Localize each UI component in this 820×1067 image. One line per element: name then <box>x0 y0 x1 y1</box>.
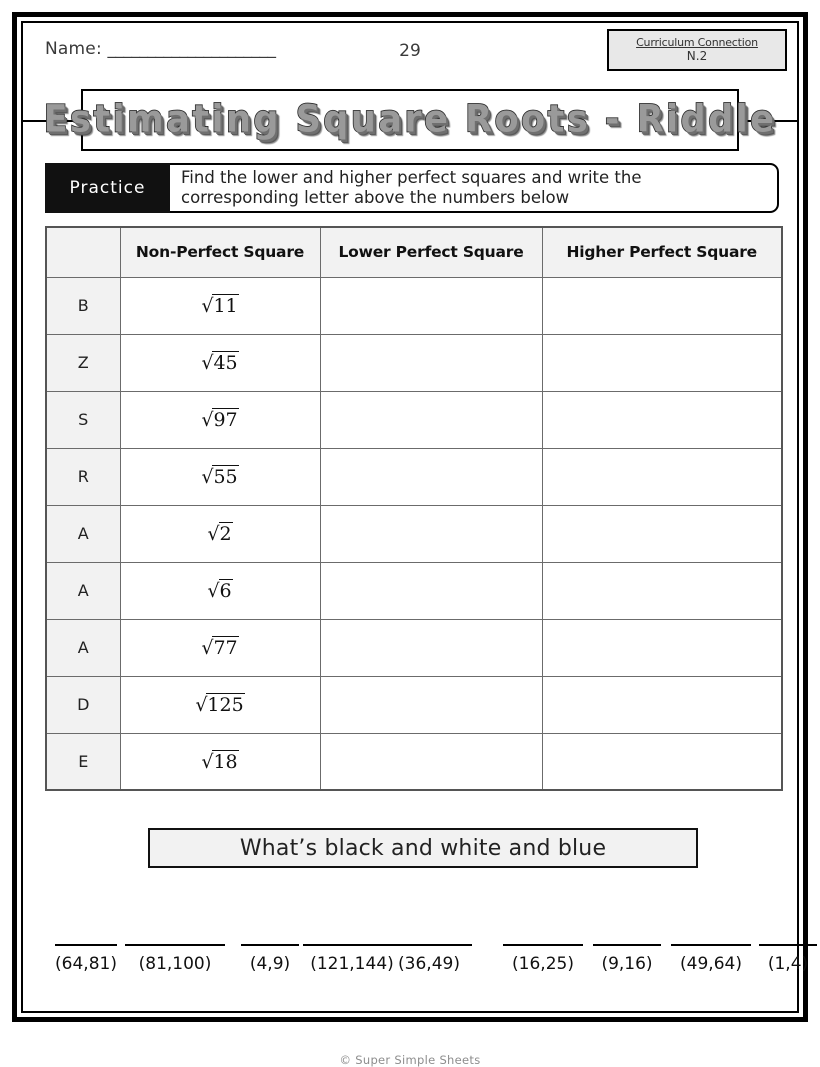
table-row <box>46 505 782 562</box>
higher-perfect-square-answer-cell[interactable] <box>542 448 782 505</box>
answer-pair-label: (121,144) <box>310 954 394 974</box>
answer-slot <box>125 918 225 974</box>
answer-pair-label: (9,16) <box>601 954 653 974</box>
radicand: 11 <box>213 295 238 317</box>
radicand: 97 <box>213 409 238 431</box>
row-letter-cell: B <box>46 277 120 334</box>
answer-pair-label: (1,4) <box>767 954 809 974</box>
riddle-prompt-text: What’s black and white and blue <box>239 835 607 861</box>
answer-blank-line[interactable] <box>386 918 472 946</box>
higher-perfect-square-answer-cell[interactable] <box>542 733 782 790</box>
non-perfect-square-cell: √55 <box>120 448 320 505</box>
lower-perfect-square-answer-cell[interactable] <box>320 448 542 505</box>
table-row <box>46 334 782 391</box>
non-perfect-square-cell: √6 <box>120 562 320 619</box>
answer-pair-label: (81,100) <box>138 954 212 974</box>
answer-blank-line[interactable] <box>671 918 751 946</box>
row-letter-cell: Z <box>46 334 120 391</box>
higher-perfect-square-answer-cell[interactable] <box>542 277 782 334</box>
non-perfect-square-cell: √125 <box>120 676 320 733</box>
table-row <box>46 391 782 448</box>
answer-slot <box>759 918 817 974</box>
curriculum-connection-code: N.2 <box>686 49 708 64</box>
row-letter-cell: A <box>46 562 120 619</box>
page-number: 29 <box>399 41 421 61</box>
radicand: 45 <box>213 352 238 374</box>
answer-slot <box>386 918 472 974</box>
radicand: 6 <box>219 580 232 602</box>
answer-blank-line[interactable] <box>593 918 661 946</box>
answer-slot <box>671 918 751 974</box>
higher-perfect-square-answer-cell[interactable] <box>542 562 782 619</box>
column-header-letter <box>46 227 120 277</box>
footer-copyright: © Super Simple Sheets <box>339 1053 481 1067</box>
table-row <box>46 448 782 505</box>
answer-blank-line[interactable] <box>125 918 225 946</box>
radicand: 125 <box>207 694 244 716</box>
practice-instruction-line-1: Find the lower and higher perfect squares and write the <box>181 168 642 187</box>
title-band <box>23 89 797 151</box>
answer-blank-line[interactable] <box>55 918 117 946</box>
non-perfect-square-cell: √11 <box>120 277 320 334</box>
title-box <box>43 89 777 151</box>
table-row <box>46 277 782 334</box>
radicand: 2 <box>219 523 232 545</box>
higher-perfect-square-answer-cell[interactable] <box>542 391 782 448</box>
worksheet-page-border <box>12 12 809 1067</box>
non-perfect-square-cell: √45 <box>120 334 320 391</box>
row-letter-cell: S <box>46 391 120 448</box>
answer-blanks-strip <box>41 918 809 993</box>
lower-perfect-square-answer-cell[interactable] <box>320 277 542 334</box>
radicand: 18 <box>213 750 238 773</box>
answer-slot <box>593 918 661 974</box>
answer-pair-label: (16,25) <box>512 954 574 974</box>
answer-pair-label: (36,49) <box>398 954 460 974</box>
radicand: 77 <box>213 637 238 659</box>
table-row <box>46 562 782 619</box>
table-row <box>46 676 782 733</box>
non-perfect-square-cell: √77 <box>120 619 320 676</box>
riddle-prompt-box <box>148 828 698 868</box>
non-perfect-square-cell: √18 <box>120 733 320 790</box>
non-perfect-square-cell: √2 <box>120 505 320 562</box>
answer-blank-line[interactable] <box>241 918 299 946</box>
row-letter-cell: A <box>46 505 120 562</box>
non-perfect-square-cell: √97 <box>120 391 320 448</box>
worksheet-header <box>23 23 797 85</box>
answer-slot <box>55 918 117 974</box>
row-letter-cell: E <box>46 733 120 790</box>
lower-perfect-square-answer-cell[interactable] <box>320 334 542 391</box>
answer-slot <box>241 918 299 974</box>
row-letter-cell: D <box>46 676 120 733</box>
lower-perfect-square-answer-cell[interactable] <box>320 619 542 676</box>
answer-slot <box>503 918 583 974</box>
column-header-non-perfect-square: Non-Perfect Square <box>120 227 320 277</box>
table-row <box>46 733 782 790</box>
practice-label: Practice <box>45 163 170 213</box>
perfect-squares-table <box>45 226 783 791</box>
answer-pair-label: (4,9) <box>249 954 291 974</box>
page-title: Estimating Square Roots - Riddle <box>43 98 777 142</box>
higher-perfect-square-answer-cell[interactable] <box>542 334 782 391</box>
practice-instruction-line-2: corresponding letter above the numbers below <box>181 188 570 207</box>
answer-blank-line[interactable] <box>503 918 583 946</box>
lower-perfect-square-answer-cell[interactable] <box>320 505 542 562</box>
higher-perfect-square-answer-cell[interactable] <box>542 619 782 676</box>
answer-pair-label: (49,64) <box>680 954 742 974</box>
curriculum-connection-label: Curriculum Connection <box>636 35 758 49</box>
row-letter-cell: R <box>46 448 120 505</box>
radicand: 55 <box>213 466 238 488</box>
worksheet-inner-border <box>21 21 809 1067</box>
lower-perfect-square-answer-cell[interactable] <box>320 562 542 619</box>
lower-perfect-square-answer-cell[interactable] <box>320 733 542 790</box>
practice-instruction <box>153 163 779 213</box>
worksheet-content <box>23 23 809 1067</box>
table-header-row <box>46 227 782 277</box>
column-header-lower-perfect-square: Lower Perfect Square <box>320 227 542 277</box>
table-body <box>46 277 782 790</box>
practice-bar <box>45 163 779 213</box>
answer-pair-label: (64,81) <box>55 954 117 974</box>
name-blank-line[interactable]: _____________________ <box>107 39 276 59</box>
answer-blank-line[interactable] <box>759 918 817 946</box>
name-label: Name: <box>45 39 102 59</box>
lower-perfect-square-answer-cell[interactable] <box>320 391 542 448</box>
lower-perfect-square-answer-cell[interactable] <box>320 676 542 733</box>
curriculum-connection-badge <box>607 29 787 71</box>
row-letter-cell: A <box>46 619 120 676</box>
higher-perfect-square-answer-cell[interactable] <box>542 676 782 733</box>
table-row <box>46 619 782 676</box>
column-header-higher-perfect-square: Higher Perfect Square <box>542 227 782 277</box>
higher-perfect-square-answer-cell[interactable] <box>542 505 782 562</box>
